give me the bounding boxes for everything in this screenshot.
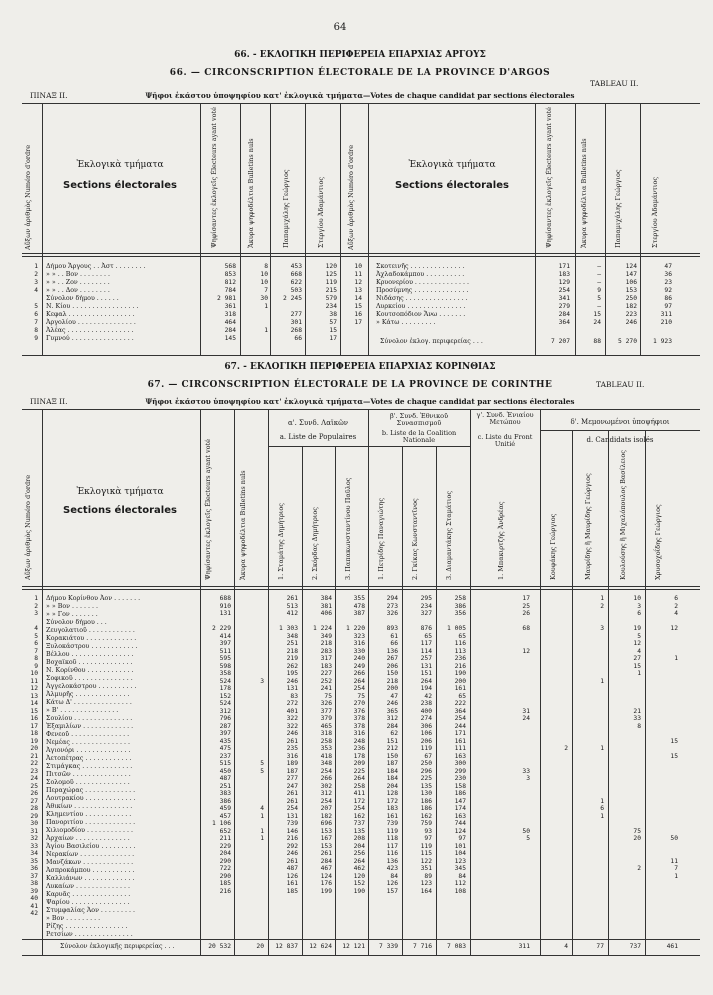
t66-total-candidate1: 5 270 bbox=[618, 338, 637, 345]
t66-right-row-ordinal: 13 bbox=[354, 287, 362, 294]
t67-row-label: Λυκαίων . . . . . . . . . . . . . . bbox=[46, 883, 131, 890]
t66-row-voters: 284 bbox=[224, 327, 236, 334]
t66-row-candidate2: 125 bbox=[325, 271, 337, 278]
t66-row-null: 10 bbox=[260, 271, 268, 278]
t67-row-label: Σουλίου . . . . . . . . . . . . . . . bbox=[46, 715, 133, 722]
t66-right-row-label: Σκοτεινῆς . . . . . . . . . . . . . . bbox=[376, 263, 465, 270]
t66-right-null-header: Ἄκυρα ψηφοδέλτια Bulletins nuls bbox=[580, 138, 588, 248]
t67-row-label: Νερακίων . . . . . . . . . . . . . . bbox=[46, 851, 135, 858]
t67-total-c11: 461 bbox=[666, 943, 678, 950]
t66-row-candidate2: 38 bbox=[329, 311, 337, 318]
t67-row-label: Δήμου Κορίνθου Ἀον . . . . . . . bbox=[46, 595, 141, 602]
t67-row-label: Κάτω Δ' . . . . . . . . . . . . . . . bbox=[46, 699, 132, 706]
t66-total-null: 88 bbox=[593, 338, 601, 345]
t66-row-candidate2: 234 bbox=[325, 303, 337, 310]
t67-row-label: » » Γον . . . . . . . bbox=[46, 611, 98, 618]
t66-row-candidate1: 2 245 bbox=[283, 295, 302, 302]
t67-row-label: » » Βον . . . . . . . bbox=[46, 603, 98, 610]
t66-right-row-candidate2: 23 bbox=[664, 279, 672, 286]
t66-right-row-voters: 254 bbox=[558, 287, 570, 294]
t67-row-label: Μανζάκων . . . . . . . . . . . . . bbox=[46, 859, 134, 866]
t67-total-c10: 737 bbox=[629, 943, 641, 950]
t67-group-b-greek: β'. Συνδ. Ἐθνικοῦ Συνασπισμοῦ bbox=[389, 412, 449, 428]
t67-column-c4: 294 273 326 893 61 66 136 267 206 150 218 200 47 246 365 312 284 62 151 212 150 187 184 184 204 128 172 183 161 739 119 118 117 116 136 423 84 126 157 bbox=[386, 595, 398, 895]
t67-total-voters: 20 532 bbox=[208, 943, 231, 950]
t67-row-label: Καλλιάνων . . . . . . . . . . . . . bbox=[46, 875, 135, 882]
t67-sections-header-greek: Ἐκλογικὰ τμήματα bbox=[76, 487, 164, 497]
t67-ordinal-header: Αὔξων ἀριθμὸς Numéro d'ordre bbox=[24, 474, 32, 580]
t66-row-candidate1: 66 bbox=[294, 335, 302, 342]
t67-row-label: » Βον . . . . . . . . . bbox=[46, 915, 101, 922]
t66-row-candidate1: 268 bbox=[290, 327, 302, 334]
t66-row-label: Κεφαλ . . . . . . . . . . . . . . . . . bbox=[46, 311, 135, 318]
t66-row-ordinal: 6 bbox=[34, 311, 38, 318]
t66-row-null: 10 bbox=[260, 279, 268, 286]
t66-row-voters: 784 bbox=[224, 287, 236, 294]
t66-row-voters: 145 bbox=[224, 335, 236, 342]
t66-right-row-candidate2: 210 bbox=[660, 319, 672, 326]
t66-row-label: Ἀργολίου . . . . . . . . . . . . . . . bbox=[46, 319, 136, 326]
t66-row-candidate1: 453 bbox=[290, 263, 302, 270]
t66-right-row-null: 15 bbox=[593, 311, 601, 318]
t67-candidate-header: 3. Διαμαντάκης Σταμάτιος bbox=[445, 490, 453, 580]
t67-total-c1: 12 837 bbox=[275, 943, 298, 950]
t66-row-null: 7 bbox=[264, 287, 268, 294]
t66-total-voters: 7 207 bbox=[551, 338, 570, 345]
t66-subtitle: Ψῆφοι ἑκάστου ὑποψηφίου κατ' ἐκλογικὰ τμήματα—Votes de chaque candidat par sections électorales bbox=[145, 91, 575, 100]
t66-row-label: Γυμνού . . . . . . . . . . . . . . . . bbox=[46, 335, 134, 342]
t67-candidate-header: Χρυσοχοΐδης Γεώργιος bbox=[654, 504, 662, 580]
t67-row-label: Φενεοῦ . . . . . . . . . . . . . . . bbox=[46, 731, 130, 738]
t66-right-row-ordinal: 14 bbox=[354, 295, 362, 302]
t66-right-row-candidate2: 97 bbox=[664, 303, 672, 310]
t66-right-row-candidate2: 47 bbox=[664, 263, 672, 270]
t66-row-ordinal: 5 bbox=[34, 303, 38, 310]
t66-candidate2-header: Στεργίου Ἀδαμάντιος bbox=[317, 176, 325, 248]
t67-row-label: Ἐξαμιλίων . . . . . . . . . . . . . bbox=[46, 723, 134, 730]
t66-right-row-ordinal: 17 bbox=[354, 319, 362, 326]
t67-candidate-header: 2. Γκίκας Κωνσταντῖνος bbox=[411, 498, 419, 580]
t67-row-label: Ἁγίου Βασιλείου . . . . . . . . . bbox=[46, 843, 136, 850]
t66-right-row-label: Κουτσοπόδιον Ἄνω . . . . . . . bbox=[376, 311, 466, 318]
t67-column-c6: 258 386 356 1 005 65 116 113 236 216 190 200 161 65 222 364 254 244 171 161 111 163 300 299 230 158 186 147 174 163 744 124 97 101 104 123 345 84 112 108 bbox=[447, 595, 466, 895]
t66-right-row-candidate2: 92 bbox=[664, 287, 672, 294]
t66-row-candidate1: 277 bbox=[290, 311, 302, 318]
t66-row-candidate1: 668 bbox=[290, 271, 302, 278]
t66-right-voters-header: Ψηφίσαντες ἐκλογεῖς Électeurs ayant voté bbox=[545, 106, 553, 248]
t66-row-voters: 361 bbox=[224, 303, 236, 310]
t66-ordinal-header: Αὔξων ἀριθμὸς Numéro d'ordre bbox=[24, 144, 32, 250]
t67-row-label: Ρίζης . . . . . . . . . . . . . . . . bbox=[46, 923, 128, 930]
t66-right-row-null: — bbox=[597, 279, 601, 286]
t66-right-row-label: Νιδάσης . . . . . . . . . . . . . . . . bbox=[376, 295, 468, 302]
t67-column-c8: 2 bbox=[564, 745, 568, 752]
t67-row-label: Σολομοῦ . . . . . . . . . . . . . . bbox=[46, 779, 130, 786]
t66-right-row-voters: 284 bbox=[558, 311, 570, 318]
t66-row-candidate1: 301 bbox=[290, 319, 302, 326]
t66-row-ordinal: 2 bbox=[34, 271, 38, 278]
t67-table-label-greek: ΠΙΝΑΞ II. bbox=[30, 397, 68, 406]
t67-total-c9: 77 bbox=[596, 943, 604, 950]
t67-row-label: » Β' . . . . . . . . . . . . . . . bbox=[46, 707, 119, 714]
t67-row-label: Νεμέας . . . . . . . . . . . . . . . bbox=[46, 739, 130, 746]
t66-sections-header-french: Sections électorales bbox=[63, 180, 177, 191]
t67-row-label: Πανοριτίου . . . . . . . . . . . . . bbox=[46, 819, 136, 826]
t66-right-row-candidate1: 124 bbox=[625, 263, 637, 270]
t67-total-c8: 4 bbox=[564, 943, 568, 950]
t66-right-row-voters: 171 bbox=[558, 263, 570, 270]
t66-row-ordinal: 3 bbox=[34, 279, 38, 286]
t67-column-c1: 261 513 412 1 303 348 251 218 219 262 195 246 131 83 272 401 322 322 246 261 235 316 189 187 277 247 261 261 254 131 739 146 216 292 246 261 487 126 161 185 bbox=[279, 595, 298, 895]
t66-row-candidate2: 15 bbox=[329, 327, 337, 334]
t67-candidate-header: 3. Παπακωνσταντίνου Παῦλος bbox=[344, 477, 352, 580]
t67-group-a-greek: α'. Συνδ. Λαϊκῶν bbox=[287, 419, 349, 427]
t66-right-row-candidate1: 147 bbox=[625, 271, 637, 278]
t67-column-c9: 1 2 3 1 1 1 6 1 bbox=[600, 595, 604, 820]
t66-row-label: » » . . Βον . . . . . . . . bbox=[46, 271, 110, 278]
t66-right-row-ordinal: 15 bbox=[354, 303, 362, 310]
t67-total-label: Σύνολον ἐκλογικῆς περιφερείας . . . bbox=[60, 943, 175, 950]
t67-group-d-greek: δ'. Μεμονωμένοι ὑποψήφιοι bbox=[570, 418, 670, 426]
t66-row-candidate2: 579 bbox=[325, 295, 337, 302]
t67-row-label: Περαχώρας . . . . . . . . . . . . . bbox=[46, 787, 136, 794]
t67-candidate-header: Μαυρίδης ἢ Μαυρίδης Γεώργιος bbox=[584, 473, 592, 580]
t67-group-c-greek: γ'. Συνδ. Ἑνιαίου Μετώπου bbox=[476, 411, 534, 427]
t67-total-c5: 7 716 bbox=[413, 943, 432, 950]
t66-right-row-candidate1: 182 bbox=[625, 303, 637, 310]
t67-row-label: Καρυᾶς . . . . . . . . . . . . . . . bbox=[46, 891, 131, 898]
t67-table-label-french: TABLEAU II. bbox=[596, 380, 645, 389]
t66-row-ordinal: 1 bbox=[34, 263, 38, 270]
t67-column-c2: 384 381 406 1 224 349 218 283 317 183 227 252 241 75 326 377 379 465 318 258 353 418 348 254 266 302 312 254 207 182 696 153 167 153 261 284 467 124 176 199 bbox=[313, 595, 332, 895]
t67-candidate-header: Κουλούσης ἢ Μιχαλόπουλος Βασίλειος bbox=[619, 450, 627, 580]
t66-row-candidate2: 17 bbox=[329, 335, 337, 342]
t66-right-row-ordinal: 10 bbox=[354, 263, 362, 270]
t67-row-label: Χιλιομοδίου . . . . . . . . . . . . bbox=[46, 827, 134, 834]
t67-column-c3: 355 478 387 1 220 323 316 330 240 249 266 264 254 75 270 376 378 378 316 248 236 178 209 225 264 258 411 172 254 162 737 135 208 204 256 264 462 120 152 190 bbox=[346, 595, 365, 895]
t67-row-label: Ἀρχαίων . . . . . . . . . . . . . . bbox=[46, 835, 130, 842]
t67-group-c-french: c. Liste du Front Unitié bbox=[477, 433, 533, 449]
t66-right-row-null: 24 bbox=[593, 319, 601, 326]
t66-row-voters: 812 bbox=[224, 279, 236, 286]
t66-row-label: Δήμου Ἄργους . . Ἀστ . . . . . . . . bbox=[46, 263, 146, 270]
t66-total-candidate2: 1 923 bbox=[653, 338, 672, 345]
t66-right-candidate1-header: Παπαμιχάλης Γεώργιος bbox=[614, 169, 622, 248]
t66-right-row-candidate1: 246 bbox=[625, 319, 637, 326]
t66-right-row-label: Ἀχλαδοκάμπου . . . . . . . . . . bbox=[376, 271, 465, 278]
t66-right-row-voters: 364 bbox=[558, 319, 570, 326]
t66-row-label: Ἀλέας . . . . . . . . . . . . . . . . . bbox=[46, 327, 134, 334]
t66-table-label-greek: ΠΙΝΑΞ II. bbox=[30, 91, 68, 100]
t66-right-row-voters: 279 bbox=[558, 303, 570, 310]
t67-total-c4: 7 339 bbox=[379, 943, 398, 950]
t67-row-label: Βέλλου . . . . . . . . . . . . . . . . bbox=[46, 651, 134, 658]
t67-subtitle: Ψῆφοι ἑκάστου ὑποψηφίου κατ' ἐκλογικὰ τμήματα—Votes de chaque candidat par sections électorales bbox=[145, 397, 575, 406]
t67-row-label: Ψαρίου . . . . . . . . . . . . . . . bbox=[46, 899, 130, 906]
t67-row-label: Ν. Κορίνθου . . . . . . . . . . . . bbox=[46, 667, 134, 674]
t66-right-row-candidate2: 311 bbox=[660, 311, 672, 318]
t66-row-voters: 568 bbox=[224, 263, 236, 270]
t66-right-row-null: — bbox=[597, 263, 601, 270]
t67-row-label: Σοφικοῦ . . . . . . . . . . . . . . . bbox=[46, 675, 133, 682]
t66-right-row-label: » Κάτω . . . . . . . . . bbox=[376, 319, 436, 326]
t67-null-header: Ἄκυρα ψηφοδέλτια Bulletins nuls bbox=[239, 470, 247, 580]
t67-title-french: 67. — CIRCONSCRIPTION ÉLECTORALE DE LA PROVINCE DE CORINTHE bbox=[147, 380, 553, 390]
t67-row-label: Στιμάγκας . . . . . . . . . . . . . bbox=[46, 763, 133, 770]
t67-row-label: Ρετσίων . . . . . . . . . . . . . . . bbox=[46, 931, 133, 938]
t66-table-label-french: TABLEAU II. bbox=[590, 79, 639, 88]
t66-right-row-null: — bbox=[597, 303, 601, 310]
t66-voters-header: Ψηφίσαντες ἐκλογεῖς Électeurs ayant voté bbox=[210, 106, 218, 248]
t66-title-french: 66. — CIRCONSCRIPTION ÉLECTORALE DE LA PROVINCE D'ARGOS bbox=[169, 68, 551, 78]
t66-right-candidate2-header: Στεργίου Ἀδαμάντιος bbox=[651, 176, 659, 248]
t66-ordinal-header-right: Αὔξων ἀριθμὸς Numéro d'ordre bbox=[347, 144, 355, 250]
t66-right-row-candidate1: 106 bbox=[625, 279, 637, 286]
t67-sections-header-french: Sections électorales bbox=[63, 505, 177, 516]
t67-row-label: Σύνολον δήμου . . . bbox=[46, 619, 107, 626]
t67-total-nulls: 20 bbox=[256, 943, 264, 950]
t66-row-voters: 853 bbox=[224, 271, 236, 278]
t66-row-voters: 464 bbox=[224, 319, 236, 326]
t67-candidate-header: Κουφάκης Γεώργιος bbox=[549, 513, 557, 580]
t66-title-greek: 66. - ΕΚΛΟΓΙΚΗ ΠΕΡΙΦΕΡΕΙΑ ΕΠΑΡΧΙΑΣ ΑΡΓΟΥΣ bbox=[234, 50, 486, 60]
t67-total-c2: 12 624 bbox=[309, 943, 332, 950]
t66-row-label: » » . . Δον . . . . . . . . bbox=[46, 287, 110, 294]
t66-right-row-candidate1: 153 bbox=[625, 287, 637, 294]
t67-row-label: Ἀγιονόρι . . . . . . . . . . . . . . bbox=[46, 747, 131, 754]
t67-row-label: Ἀετοπέτρας . . . . . . . . . . . . bbox=[46, 755, 132, 762]
t66-right-row-null: — bbox=[597, 271, 601, 278]
t67-ordinal-column: 1 2 3 4 5 6 7 8 9 10 11 12 13 14 15 16 17 18 19 20 21 22 23 24 25 26 27 28 29 30 31 32 33 34 35 36 37 38 39 40 41 42 bbox=[30, 595, 38, 917]
t67-row-label: Κορακιάτου . . . . . . . . . . . . . bbox=[46, 635, 137, 642]
t67-column-c5: 295 234 327 876 65 117 114 257 131 151 264 194 42 238 400 274 306 106 206 119 67 250 296 225 135 130 186 186 162 759 93 97 119 115 122 351 89 123 164 bbox=[420, 595, 432, 895]
t66-row-ordinal: 8 bbox=[34, 327, 38, 334]
t66-right-row-label: Λυρκείου . . . . . . . . . . . . . . . bbox=[376, 303, 466, 310]
t66-null-header: Ἄκυρα ψηφοδέλτια Bulletins nuls bbox=[247, 138, 255, 248]
t66-right-row-candidate1: 223 bbox=[625, 311, 637, 318]
t67-total-c6: 7 083 bbox=[447, 943, 466, 950]
t66-right-row-ordinal: 11 bbox=[354, 271, 362, 278]
t66-row-voters: 318 bbox=[224, 311, 236, 318]
t67-column-c11: 6 2 4 12 1 15 15 50 11 7 1 bbox=[670, 595, 678, 880]
t66-right-row-label: Προσύμνης . . . . . . . . . . . . . . bbox=[376, 287, 469, 294]
t67-candidate-header: 1. Μπακιρτζής Ἀνδρέας bbox=[497, 501, 505, 580]
t66-right-row-null: 5 bbox=[597, 295, 601, 302]
t67-row-label: Κλημεντίου . . . . . . . . . . . . bbox=[46, 811, 132, 818]
t66-row-candidate2: 120 bbox=[325, 263, 337, 270]
t66-right-row-voters: 183 bbox=[558, 271, 570, 278]
t66-right-row-candidate1: 250 bbox=[625, 295, 637, 302]
t66-row-ordinal: 4 bbox=[34, 287, 38, 294]
t66-right-row-voters: 129 bbox=[558, 279, 570, 286]
t67-row-label: Πιτσῶν . . . . . . . . . . . . . . . bbox=[46, 771, 131, 778]
t67-row-label: Ἀσπροκάμπου . . . . . . . . . . . bbox=[46, 867, 135, 874]
t66-row-label: Ν. Κίου . . . . . . . . . . . . . . . . . bbox=[46, 303, 139, 310]
t67-group-d-french: d. Candidats isolés bbox=[586, 436, 654, 444]
t66-right-row-voters: 341 bbox=[558, 295, 570, 302]
page-number: 64 bbox=[333, 22, 347, 33]
t66-candidate1-header: Παπαμιχάλης Γεώργιος bbox=[282, 169, 290, 248]
t67-row-label: Ἀλμυρῆς . . . . . . . . . . . . . . bbox=[46, 691, 130, 698]
t67-voters-header: Ψηφίσαντες ἐκλογεῖς Électeurs ayant voté bbox=[204, 438, 212, 580]
t66-row-null: 1 bbox=[264, 327, 268, 334]
t67-group-b-french: b. Liste de la Coalition Nationale bbox=[381, 429, 457, 445]
t67-total-c7: 311 bbox=[518, 943, 530, 950]
t67-row-label: Ζευγολατιοῦ . . . . . . . . . . . . bbox=[46, 627, 135, 634]
t66-row-candidate1: 503 bbox=[290, 287, 302, 294]
t66-sections-header-greek: Ἐκλογικὰ τμήματα bbox=[76, 160, 164, 170]
t67-row-label: Ξυλοκάστρου . . . . . . . . . . . . bbox=[46, 643, 138, 650]
t66-row-null: 30 bbox=[260, 295, 268, 302]
t67-candidate-header: 1. Σταμάτης Δημήτριος bbox=[277, 503, 285, 580]
t66-right-sections-header-french: Sections électorales bbox=[395, 180, 509, 191]
t67-column-voters: 688 910 131 2 229 414 397 511 595 598 358 524 178 152 524 312 796 287 397 435 475 237 515 450 487 251 383 386 459 457 1 106 652 211 229 204 290 722 290 185 216 bbox=[212, 595, 231, 895]
t66-row-candidate2: 215 bbox=[325, 287, 337, 294]
t67-candidate-header: 2. Σκόρδας Δημήτριος bbox=[311, 507, 319, 580]
t67-column-c10: 10 3 6 19 5 12 4 27 15 1 21 33 8 75 20 2 bbox=[633, 595, 641, 872]
t67-row-label: Ἀθικίων . . . . . . . . . . . . . . . bbox=[46, 803, 133, 810]
t67-row-label: Λουτρακίου . . . . . . . . . . . . . bbox=[46, 795, 136, 802]
t66-row-candidate1: 622 bbox=[290, 279, 302, 286]
t67-row-label: Ἀγγελοκάστρου . . . . . . . . . . bbox=[46, 683, 137, 690]
t66-right-sections-header-greek: Ἐκλογικὰ τμήματα bbox=[408, 160, 496, 170]
t67-candidate-header: 1. Πετρίδης Παναγιώτης bbox=[377, 497, 385, 580]
t66-row-null: 1 bbox=[264, 303, 268, 310]
t66-row-null: 8 bbox=[264, 263, 268, 270]
t66-total-label: Σύνολον ἐκλογ. περιφερείας . . . bbox=[380, 338, 483, 345]
t66-right-row-candidate2: 36 bbox=[664, 271, 672, 278]
t66-row-candidate2: 57 bbox=[329, 319, 337, 326]
t66-right-row-null: 9 bbox=[597, 287, 601, 294]
t67-row-label: Στυμφαλίας Ἀον . . . . . . . . . bbox=[46, 907, 135, 914]
t67-row-label: Βοχαϊκοῦ . . . . . . . . . . . . . . bbox=[46, 659, 133, 666]
t67-title-greek: 67. - ΕΚΛΟΓΙΚΗ ΠΕΡΙΦΕΡΕΙΑ ΕΠΑΡΧΙΑΣ ΚΟΡΙΝΘΙΑΣ bbox=[224, 362, 496, 372]
t66-right-row-candidate2: 86 bbox=[664, 295, 672, 302]
t66-right-row-ordinal: 12 bbox=[354, 279, 362, 286]
t66-row-label: » » . . Ζον . . . . . . . . bbox=[46, 279, 110, 286]
t66-right-row-ordinal: 16 bbox=[354, 311, 362, 318]
t67-total-c3: 12 121 bbox=[342, 943, 365, 950]
t66-row-voters: 2 981 bbox=[217, 295, 236, 302]
t67-column-c7: 17 25 26 68 12 31 24 33 3 50 5 bbox=[522, 595, 530, 842]
t66-row-ordinal: 7 bbox=[34, 319, 38, 326]
t66-row-candidate2: 119 bbox=[325, 279, 337, 286]
t67-group-a-french: a. Liste de Populaires bbox=[279, 433, 357, 441]
t66-right-row-label: Κρυονερίου . . . . . . . . . . . . . . bbox=[376, 279, 469, 286]
t67-column-nulls: 3 5 5 4 1 1 1 bbox=[260, 677, 264, 842]
t66-row-label: Σύνολον δήμου . . . . . . bbox=[46, 295, 119, 302]
t66-row-ordinal: 9 bbox=[34, 335, 38, 342]
